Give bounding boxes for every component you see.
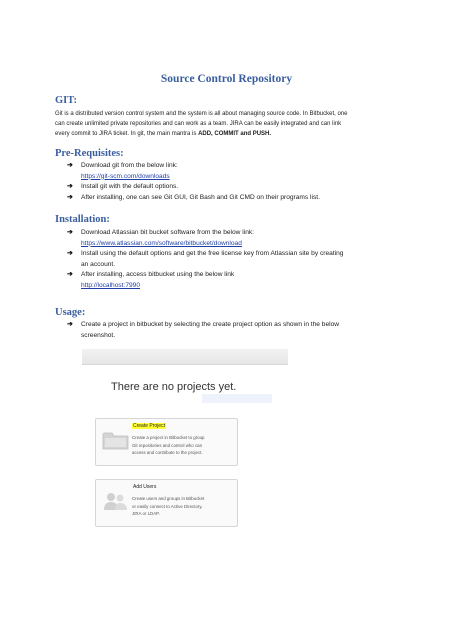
right-arrow-icon: ➔	[67, 321, 73, 328]
card-desc-line: Git repositories and control who can	[132, 442, 203, 448]
localhost-link[interactable]: http://localhost:7990	[81, 281, 141, 289]
list-item	[67, 193, 397, 204]
right-arrow-icon: ➔	[67, 193, 73, 201]
card-desc-line: Create users and groups in Bitbucket	[132, 496, 205, 501]
add-users-card[interactable]	[95, 479, 238, 527]
usage-heading: Usage:	[55, 307, 86, 318]
card-desc-line: access and contribute to the project.	[132, 450, 203, 456]
git-para-text: every commit to JIRA ticket. In git, the main mantra is	[55, 131, 199, 137]
list-item-text: Download Atlassian bit bucket software from the below link:	[81, 229, 254, 236]
git-para-line: can create unlimited private repositories and can work as a team. JIRA can be easily integrated and can link	[55, 121, 342, 127]
git-para-line	[55, 129, 400, 139]
page-title: Source Control Repository	[160, 73, 293, 85]
list-item-text: Create a project in bitbucket by selecting the create project option as shown in the below	[81, 321, 340, 328]
usage-list	[67, 320, 397, 341]
right-arrow-icon: ➔	[67, 162, 73, 169]
users-icon	[102, 490, 129, 512]
git-download-link[interactable]: https://git-scm.com/downloads	[81, 172, 170, 180]
installation-heading: Installation:	[55, 214, 110, 225]
list-item-text: Install git with the default options.	[81, 183, 179, 191]
create-project-card[interactable]	[95, 418, 238, 466]
git-paragraph	[55, 109, 400, 139]
git-para-line: Git is a distributed version control system and the system is all about managing source code. In Bitbucket, one	[55, 111, 348, 117]
list-item	[67, 320, 397, 341]
create-project-description	[132, 434, 235, 457]
card-desc-line: Create a project in Bitbucket to group	[132, 435, 205, 440]
add-users-title[interactable]: Add Users	[133, 484, 157, 490]
prereq-heading: Pre-Requisites:	[55, 148, 124, 159]
prereq-list	[67, 161, 397, 203]
list-item	[67, 161, 397, 182]
card-desc-line: or easily connect to Active Directory,	[132, 503, 203, 509]
screenshot-header-bar	[82, 349, 288, 365]
right-arrow-icon: ➔	[67, 250, 73, 258]
installation-list	[67, 228, 397, 292]
right-arrow-icon: ➔	[67, 183, 73, 191]
list-item-text: After installing, access bitbucket using the below link	[81, 271, 235, 279]
list-item	[67, 182, 397, 193]
screenshot-faded-link	[202, 394, 272, 403]
git-mantra: ADD, COMMIT and PUSH.	[198, 131, 272, 137]
create-project-title[interactable]: Create Project	[133, 423, 165, 429]
git-heading: GIT:	[55, 95, 77, 106]
no-projects-heading: There are no projects yet.	[111, 381, 237, 393]
add-users-description	[132, 495, 235, 518]
bitbucket-screenshot	[82, 349, 292, 539]
list-item	[67, 249, 397, 270]
list-item	[67, 270, 397, 291]
list-item-text: After installing, one can see Git GUI, Git Bash and Git CMD on their programs list.	[81, 193, 320, 201]
right-arrow-icon: ➔	[67, 271, 73, 279]
bitbucket-download-link[interactable]: https://www.atlassian.com/software/bitbucket/download	[81, 239, 242, 247]
folder-icon	[102, 429, 129, 451]
list-item-text-cont: screenshot.	[81, 331, 116, 339]
card-desc-line: JIRA or LDAP.	[132, 511, 160, 517]
list-item	[67, 228, 397, 249]
list-item-text: Download git from the below link:	[81, 162, 178, 169]
list-item-text-cont: an account.	[81, 260, 116, 268]
right-arrow-icon: ➔	[67, 229, 73, 236]
list-item-text: Install using the default options and get the free license key from Atlassian site by creating	[81, 250, 344, 258]
